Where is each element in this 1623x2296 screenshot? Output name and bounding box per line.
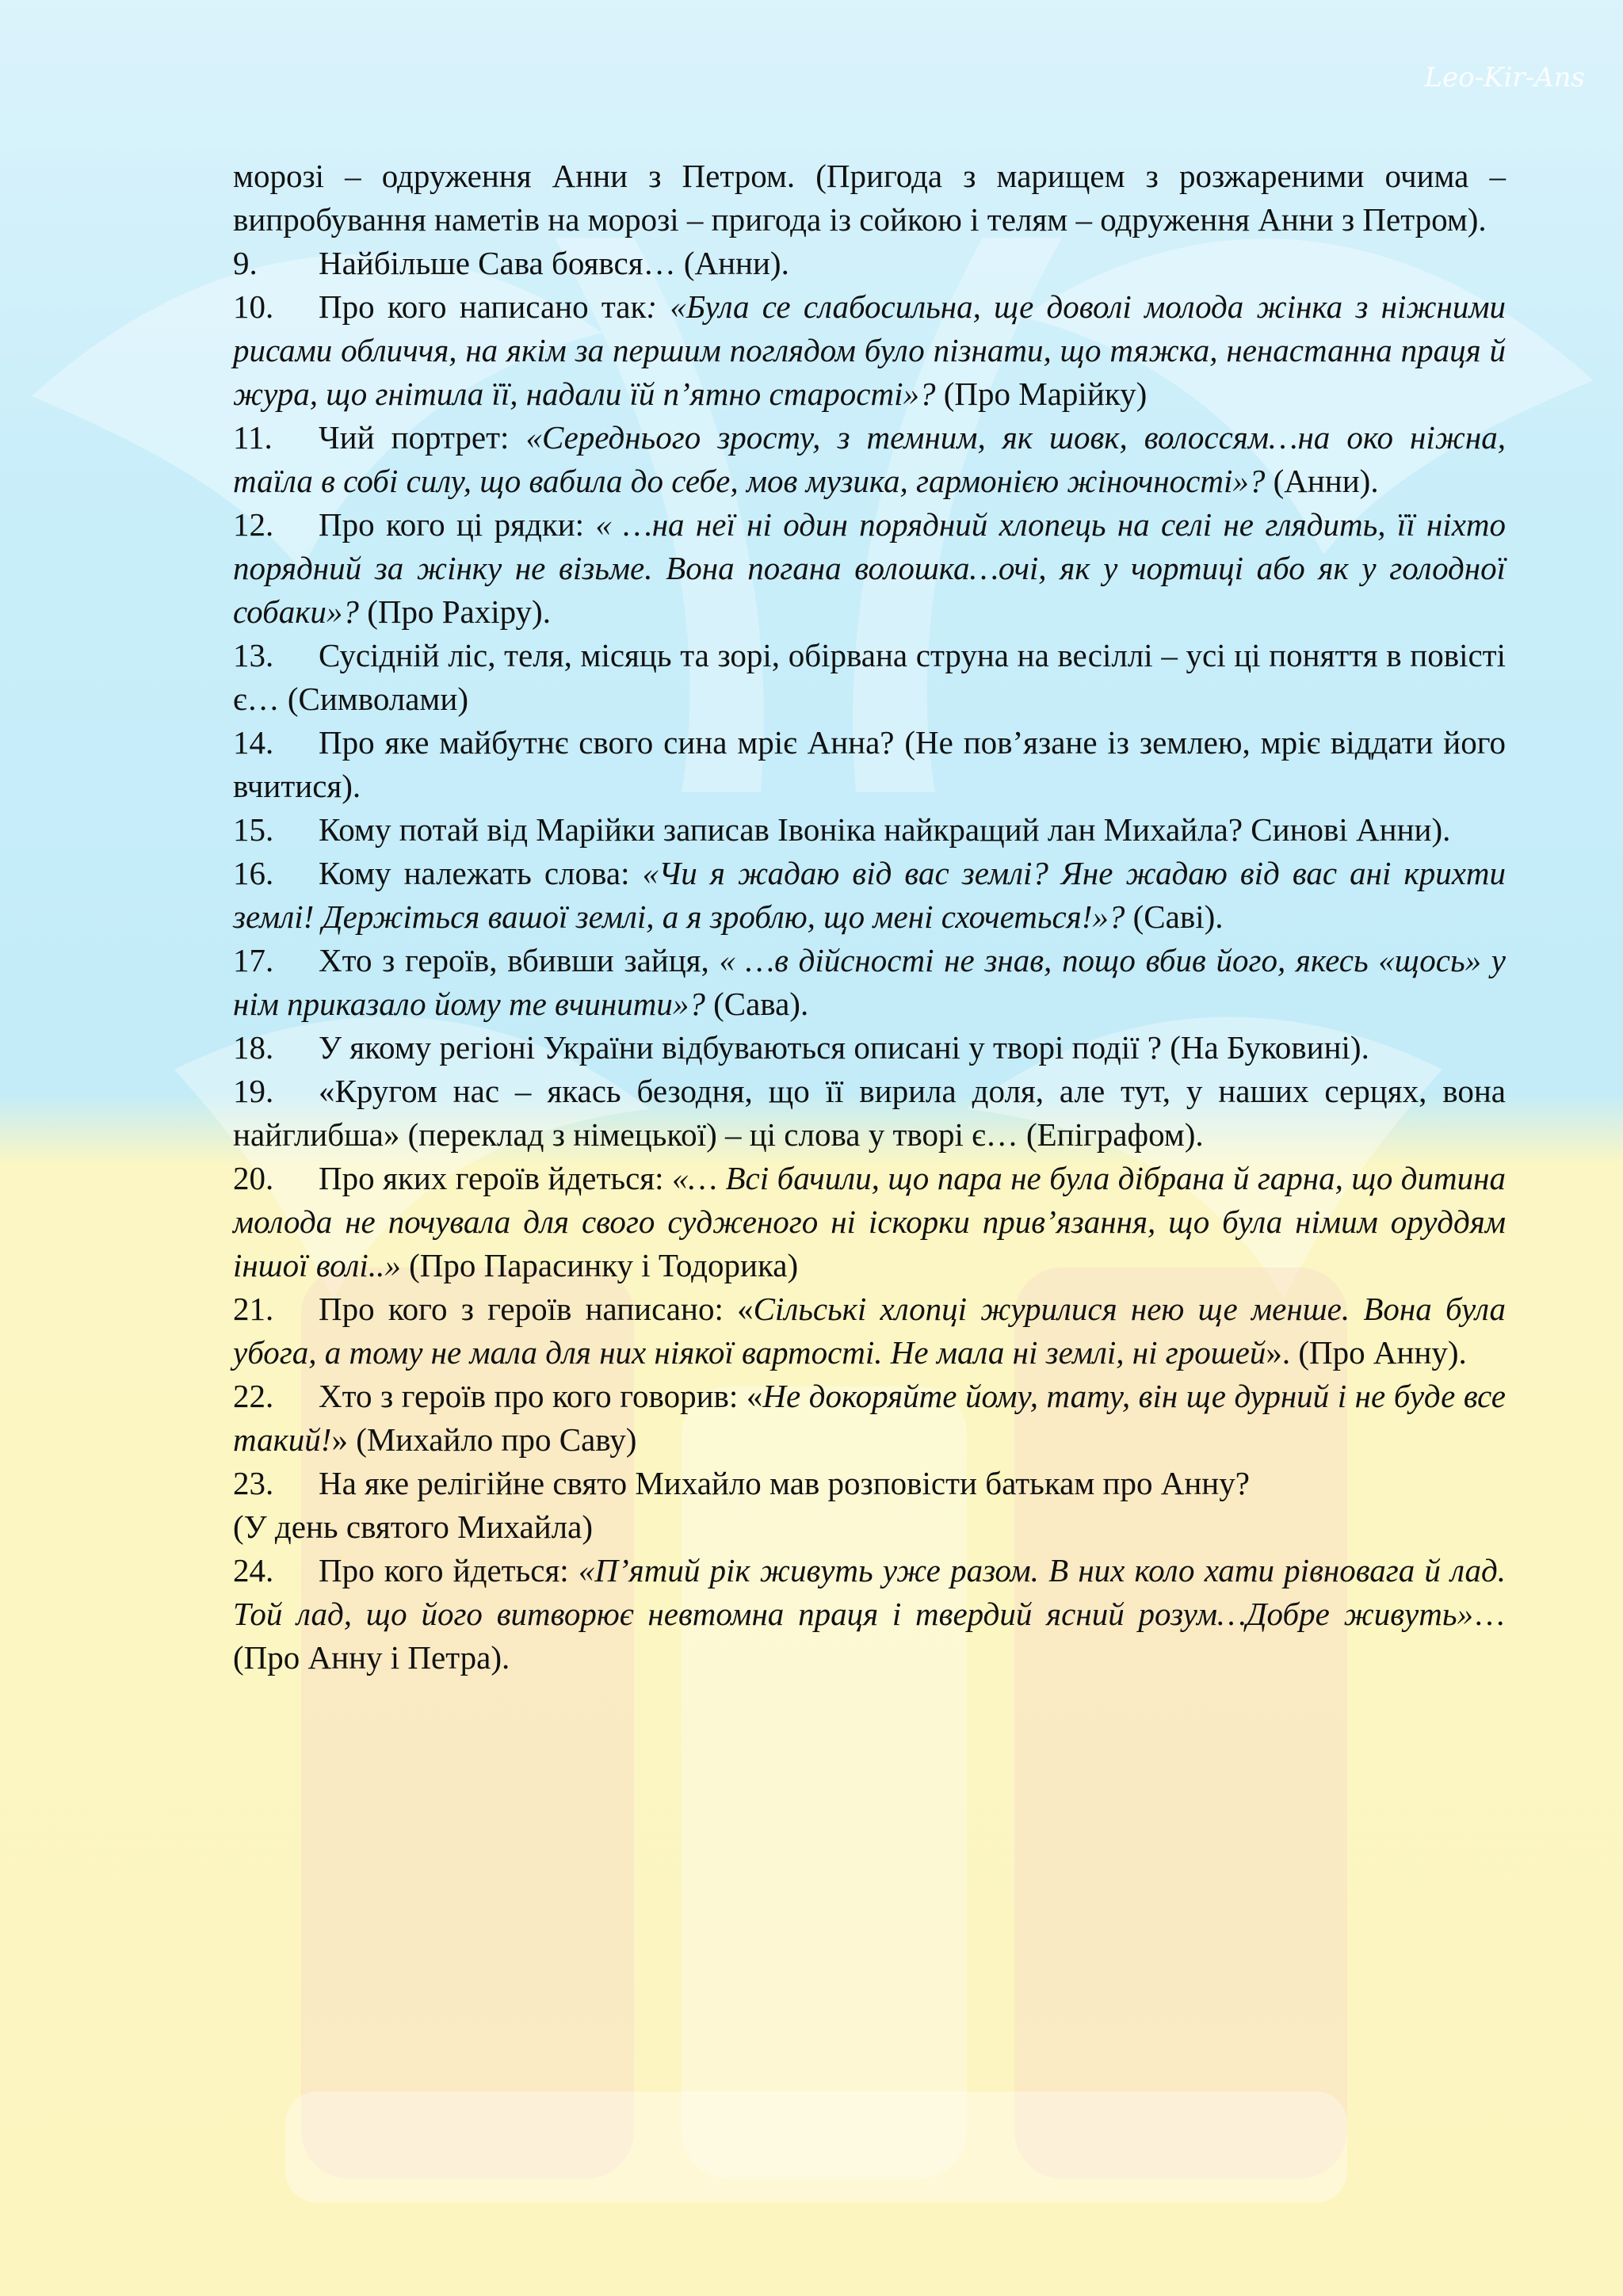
question-number: 9. (233, 245, 258, 281)
question-text: (У день святого Михайла) (233, 1508, 593, 1545)
question-text: ». (Про Анну). (1266, 1334, 1467, 1371)
question-text: Про яких героїв йдеться: (319, 1160, 673, 1196)
quote-text: «Чи я жадаю від вас землі? Яне жадаю від вас ані крихти землі! Держіться вашої землі, а я зроблю, що мені схочеться!»? (233, 855, 1506, 935)
question-number: 13. (233, 637, 274, 673)
question-number: 16. (233, 855, 274, 891)
question-number: 10. (233, 288, 274, 325)
question-number: 11. (233, 419, 273, 456)
question-text: (Про Марійку) (935, 376, 1148, 412)
question-text: » (Михайло про Саву) (331, 1421, 637, 1458)
quote-text: «П’ятий рік живуть уже разом. В них коло хати рівновага й лад. Той лад, що його витворює невтомна праця і твердий ясний розум…Добре живуть» (233, 1552, 1506, 1632)
question-number: 24. (233, 1552, 274, 1589)
quote-text: : «Була се слабосильна, ще доволі молода жінка з ніжними рисами обличчя, на якім за першим поглядом було пізнати, що тяжка, ненастанна праця й жура, що гнітила її, надали їй п’ятно старості»? (233, 288, 1506, 412)
question-paragraph (233, 1157, 1506, 1287)
document-body (233, 154, 1506, 1680)
quote-text: « …на неї ні один порядний хлопець на селі не глядить, її ніхто порядний за жінку не візьме. Вона погана волошка…очі, як у чортиці або як у голодної собаки»? (233, 506, 1506, 630)
question-paragraph (233, 1070, 1506, 1157)
question-text: (Сава). (705, 986, 809, 1022)
question-text: … (Про Анну і Петра). (233, 1596, 1506, 1676)
question-paragraph (233, 1287, 1506, 1375)
question-number: 15. (233, 811, 274, 848)
question-text: Про яке майбутнє свого сина мріє Анна? (Не пов’язане із землею, мріє віддати його вчитися). (233, 724, 1506, 804)
question-text: Хто з героїв, вбивши зайця, (319, 942, 720, 978)
question-number: 20. (233, 1160, 274, 1196)
watermark-signature: Leo-Kir-Ans (1424, 62, 1585, 93)
question-paragraph (233, 285, 1506, 416)
question-text: Чий портрет: (319, 419, 526, 456)
question-paragraph (233, 416, 1506, 503)
question-text: Кому належать слова: (319, 855, 643, 891)
question-paragraph (233, 1549, 1506, 1680)
question-text: Про кого написано так (319, 288, 647, 325)
question-paragraph (233, 1462, 1506, 1505)
quote-text: Сільські хлопці журилися нею ще менше. Вона була убога, а тому не мала для них ніякої вартості. Не мала ні землі, ні грошей (233, 1291, 1507, 1371)
question-number: 12. (233, 506, 274, 543)
question-paragraph (233, 503, 1506, 634)
question-number: 23. (233, 1465, 274, 1501)
question-text: Про кого з героїв написано: « (319, 1291, 754, 1327)
question-text: Кому потай від Марійки записав Івоніка найкращий лан Михайла? Синові Анни). (319, 811, 1451, 848)
question-number: 18. (233, 1029, 274, 1066)
question-text: (Про Парасинку і Тодорика) (400, 1247, 799, 1283)
question-number: 17. (233, 942, 274, 978)
question-number: 19. (233, 1073, 274, 1109)
question-number: 14. (233, 724, 274, 761)
question-text: У якому регіоні України відбуваються описані у творі події ? (На Буковині). (319, 1029, 1369, 1066)
question-paragraph (233, 721, 1506, 808)
quote-text: «… Всі бачили, що пара не була дібрана й гарна, що дитина молода не почувала для свого судженого ні іскорки прив’язання, що була німим оруддям іншої волі..» (233, 1160, 1506, 1283)
question-paragraph (233, 808, 1506, 852)
question-text: морозі – одруження Анни з Петром. (Пригода з марищем з розжареними очима – випробування наметів на морозі – пригода із сойкою і телям – одруження Анни з Петром). (233, 158, 1506, 238)
quote-text: Не докоряйте йому, тату, він ще дурний і не буде все такий! (233, 1378, 1506, 1458)
question-paragraph (233, 1375, 1506, 1462)
question-number: 21. (233, 1291, 274, 1327)
quote-text: «Середнього зросту, з темним, як шовк, волоссям…на око ніжна, таїла в собі силу, що вабила до себе, мов музика, гармонією жіночності»? (233, 419, 1506, 499)
question-paragraph (233, 852, 1506, 939)
question-paragraph (233, 1505, 1506, 1549)
question-text: Про кого ці рядки: (319, 506, 596, 543)
question-text: «Кругом нас – якась безодня, що її вирила доля, але тут, у наших серцях, вона найглибша» (переклад з німецької) – ці слова у творі є… (Епіграфом). (233, 1073, 1506, 1153)
question-text: (Анни). (1265, 463, 1379, 499)
question-paragraph (233, 154, 1506, 242)
question-paragraph (233, 242, 1506, 285)
quote-text: « …в дійсності не знав, пощо вбив його, якесь «щось» у нім приказало йому те вчинити»? (233, 942, 1506, 1022)
question-paragraph (233, 634, 1506, 721)
question-text: На яке релігійне свято Михайло мав розповісти батькам про Анну? (319, 1465, 1250, 1501)
question-text: Сусідній ліс, теля, місяць та зорі, обірвана струна на весіллі – усі ці поняття в повісті є… (Символами) (233, 637, 1506, 717)
question-text: Про кого йдеться: (319, 1552, 579, 1589)
question-text: (Саві). (1125, 898, 1224, 935)
question-text: (Про Рахіру). (358, 593, 551, 630)
question-text: Хто з героїв про кого говорив: « (319, 1378, 763, 1414)
question-paragraph (233, 939, 1506, 1026)
question-text: Найбільше Сава боявся… (Анни). (319, 245, 789, 281)
question-number: 22. (233, 1378, 274, 1414)
question-paragraph (233, 1026, 1506, 1070)
